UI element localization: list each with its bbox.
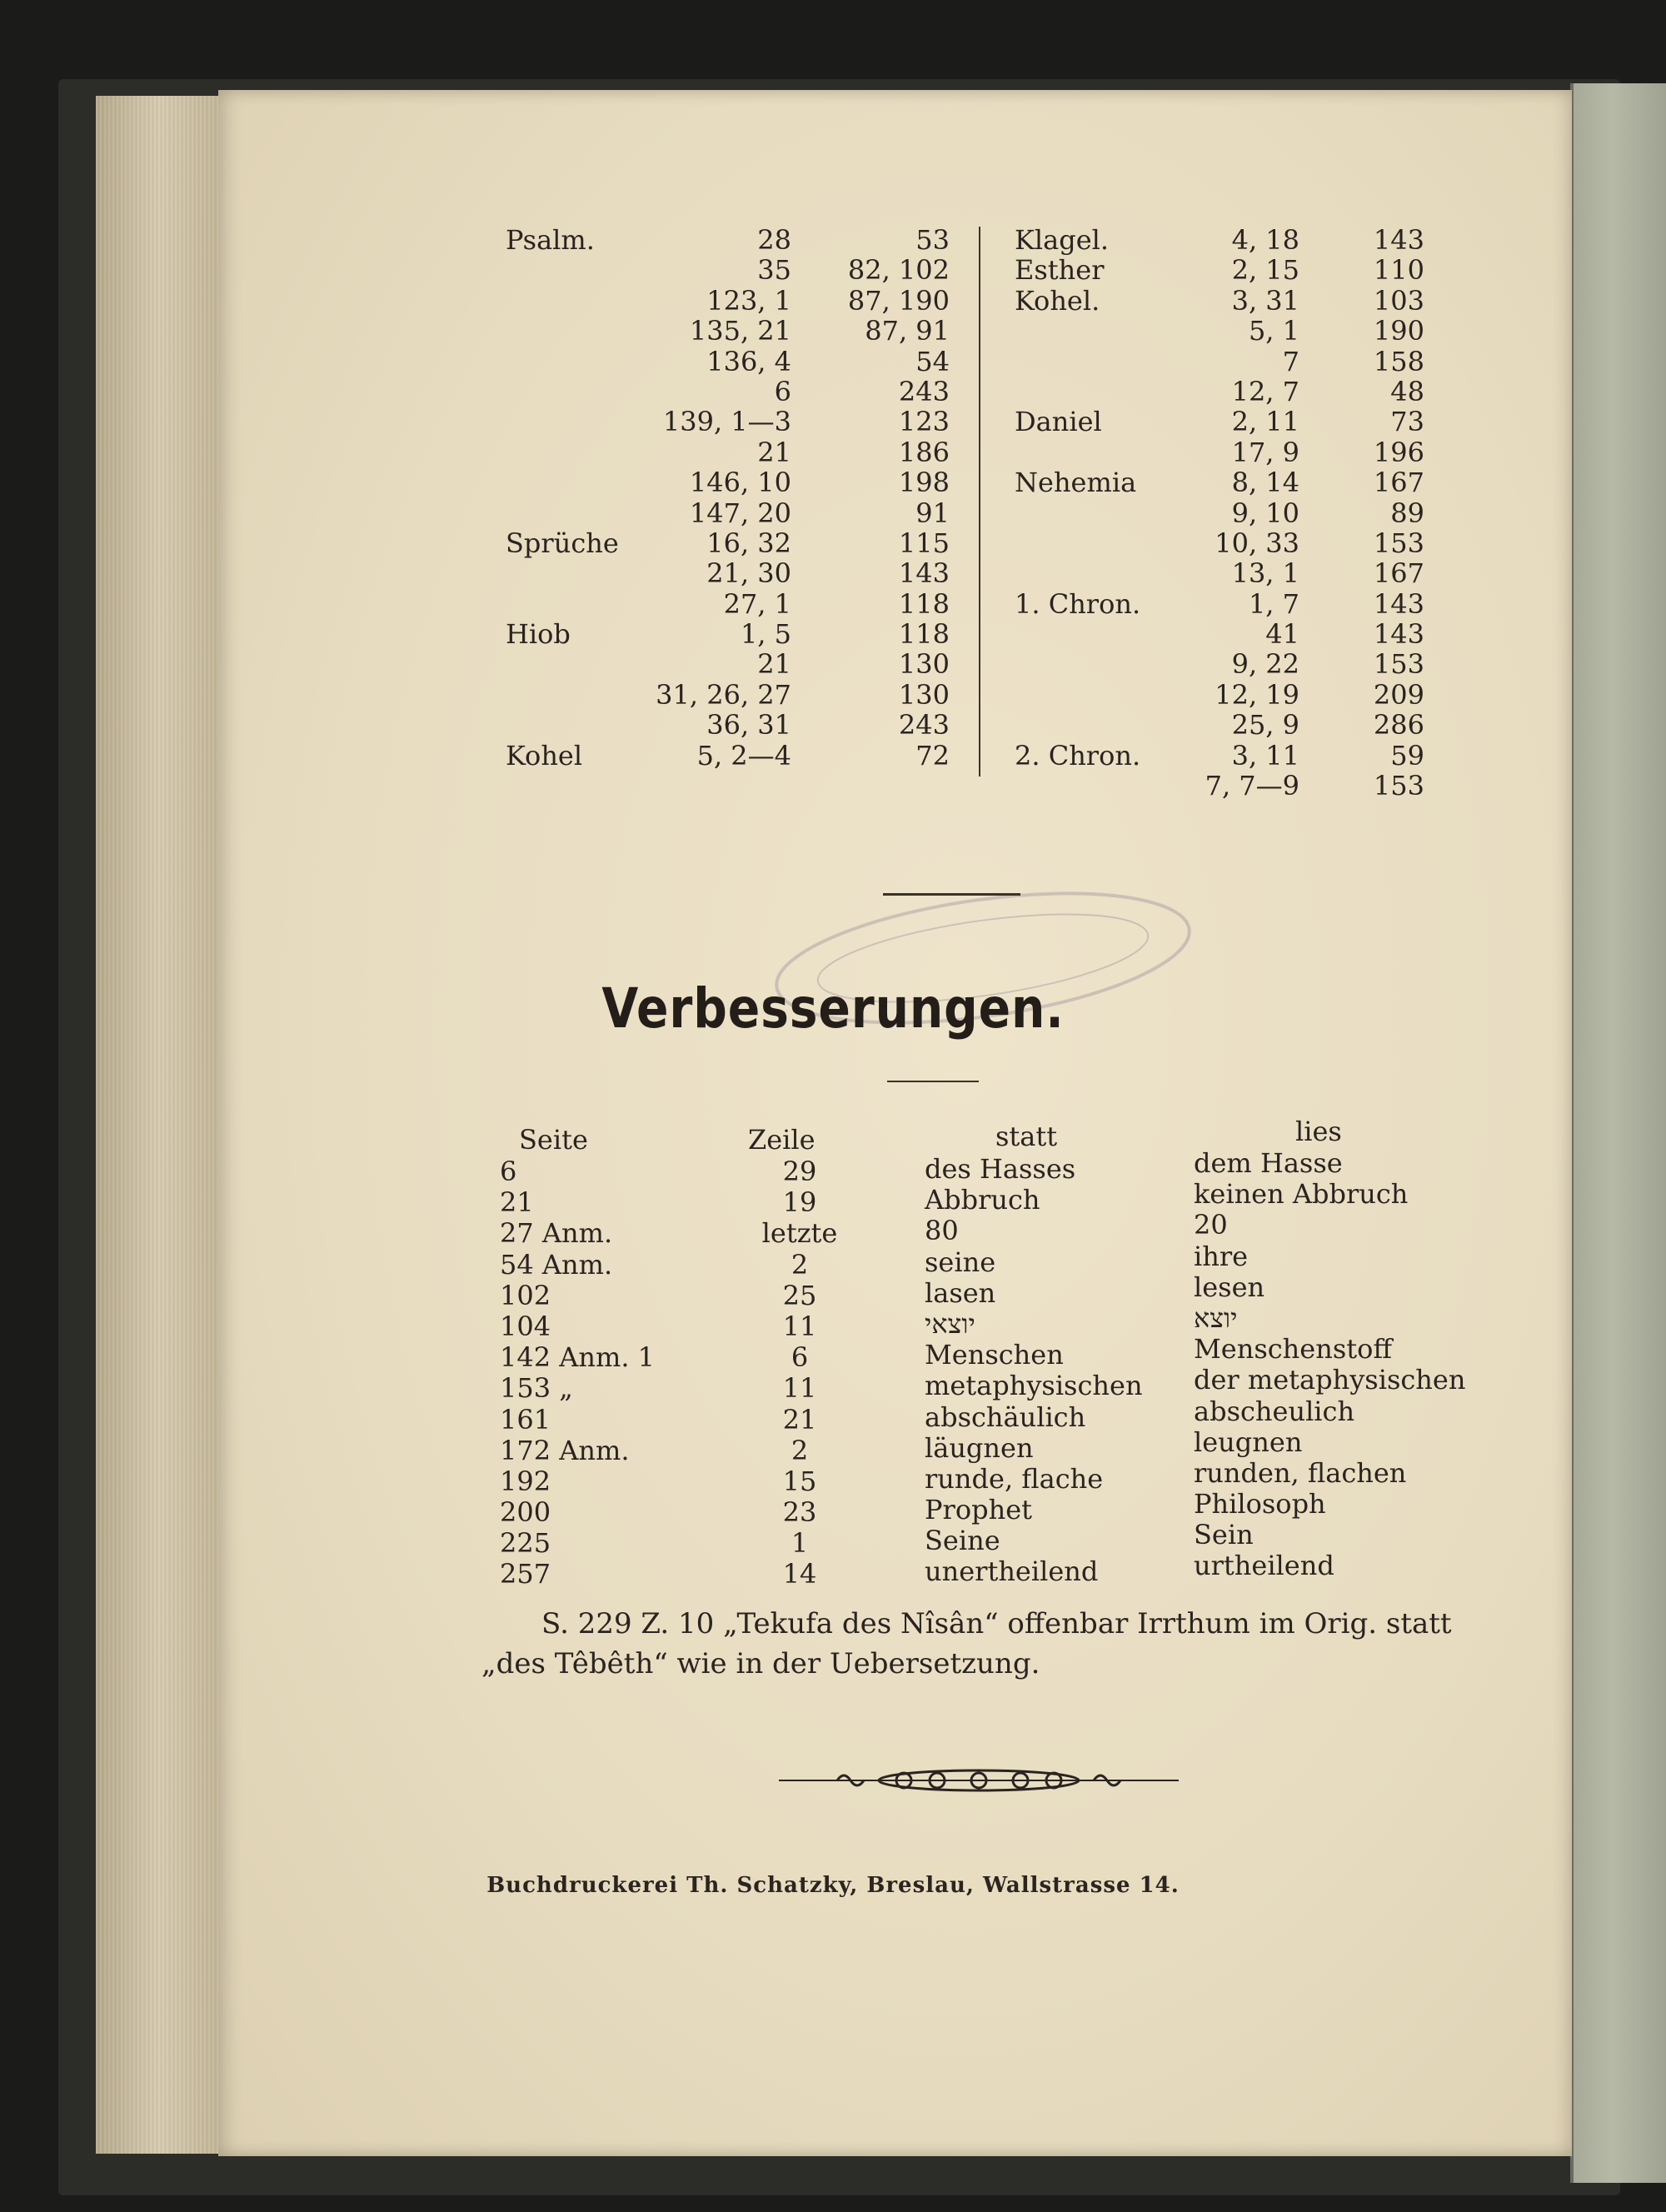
correction-page: 54 Anm.: [500, 1248, 613, 1281]
correction-line: 25: [782, 1279, 817, 1311]
correction-page: 142 Anm. 1: [500, 1341, 656, 1374]
index-verse: 146, 10: [689, 467, 791, 499]
correction-line: 21: [782, 1403, 817, 1436]
header-line: Zeile: [748, 1124, 816, 1156]
correction-right: urtheilend: [1194, 1550, 1334, 1582]
correction-page: 104: [500, 1310, 551, 1342]
correction-line: 15: [782, 1465, 817, 1497]
correction-page: 102: [500, 1279, 551, 1311]
index-book: Kohel.: [1015, 284, 1100, 317]
correction-note-line-2: „des Têbêth“ wie in der Uebersetzung.: [481, 1647, 1040, 1680]
index-verse: 5, 1: [1248, 315, 1299, 347]
index-page: 87, 190: [847, 284, 950, 317]
index-left-pages: [783, 225, 950, 771]
index-verse: 6: [774, 375, 791, 407]
correction-wrong: des Hasses: [925, 1153, 1076, 1185]
index-book: 2. Chron.: [1015, 739, 1141, 771]
index-page: 167: [1373, 557, 1424, 590]
index-page: 123: [898, 406, 950, 438]
correction-line: 11: [782, 1372, 817, 1405]
header-right: lies: [1295, 1116, 1342, 1147]
index-page: 198: [898, 467, 950, 499]
correction-page: 257: [500, 1558, 551, 1590]
correction-right: abscheulich: [1194, 1395, 1355, 1427]
index-book: Psalm.: [506, 224, 595, 256]
index-verse: 27, 1: [723, 587, 791, 620]
correction-wrong: seine: [925, 1246, 996, 1278]
index-verse: 7, 7—9: [1205, 770, 1299, 802]
corrections-lines: [716, 1156, 883, 1590]
correction-right: runden, flachen: [1194, 1456, 1407, 1489]
index-page: 82, 102: [847, 254, 950, 287]
index-book: Klagel.: [1015, 224, 1110, 256]
index-verse: 3, 31: [1231, 284, 1299, 317]
correction-line: 6: [791, 1341, 809, 1374]
index-page: 143: [1373, 224, 1424, 256]
index-page: 243: [898, 709, 950, 741]
correction-wrong: lasen: [925, 1276, 996, 1309]
index-page: 143: [898, 557, 950, 590]
correction-right: der metaphysischen: [1194, 1364, 1466, 1396]
index-page: 243: [898, 375, 950, 407]
index-verse: 13, 1: [1231, 557, 1299, 590]
correction-line: 1: [791, 1527, 809, 1560]
index-book: 1. Chron.: [1015, 587, 1141, 620]
header-wrong: statt: [995, 1121, 1058, 1152]
correction-line: 2: [791, 1248, 809, 1281]
index-verse: 5, 2—4: [696, 739, 791, 771]
correction-wrong: runde, flache: [925, 1462, 1104, 1495]
index-page: 110: [1373, 254, 1424, 287]
correction-wrong: Seine: [925, 1525, 1000, 1557]
index-verse: 36, 31: [706, 709, 791, 741]
page-fore-edge: [96, 96, 224, 2154]
correction-right: leugnen: [1194, 1426, 1303, 1458]
correction-page: 27 Anm.: [500, 1217, 613, 1250]
index-page: 115: [898, 527, 950, 559]
index-page: 59: [1390, 739, 1424, 771]
index-verse: 25, 9: [1231, 709, 1299, 741]
correction-page: 6: [500, 1156, 517, 1187]
rule-below-heading: [887, 1081, 979, 1082]
index-page: 190: [1373, 315, 1424, 347]
index-verse: 1, 5: [740, 618, 791, 651]
index-left-verses: [583, 225, 791, 771]
correction-wrong: יוצאי: [925, 1307, 975, 1340]
index-verse: 4, 18: [1231, 224, 1299, 256]
index-page: 153: [1373, 527, 1424, 559]
index-verse: 17, 9: [1231, 436, 1299, 468]
index-page: 186: [898, 436, 950, 468]
correction-right: keinen Abbruch: [1194, 1178, 1409, 1211]
index-verse: 136, 4: [706, 345, 791, 377]
index-page: 143: [1373, 587, 1424, 620]
correction-right: Menschenstoff: [1194, 1333, 1393, 1366]
index-verse: 139, 1—3: [662, 406, 791, 438]
correction-right: 20: [1194, 1209, 1228, 1241]
index-verse: 9, 22: [1231, 648, 1299, 681]
index-page: 89: [1390, 497, 1424, 529]
index-page: 143: [1373, 618, 1424, 651]
correction-wrong: 80: [925, 1215, 959, 1247]
index-verse: 2, 15: [1231, 254, 1299, 287]
rule-above-heading: [883, 893, 1020, 896]
index-verse: 21: [757, 648, 791, 681]
correction-line: 19: [782, 1186, 817, 1219]
correction-page: 172 Anm.: [500, 1434, 630, 1466]
header-page: Seite: [519, 1124, 588, 1156]
index-verse: 31, 26, 27: [656, 678, 791, 711]
correction-line: 2: [791, 1434, 809, 1466]
correction-wrong: metaphysischen: [925, 1370, 1143, 1402]
correction-page: 21: [500, 1186, 534, 1219]
corrections-heading: Verbesserungen.: [601, 976, 1065, 1041]
index-page: 87, 91: [865, 315, 950, 347]
index-verse: 147, 20: [689, 497, 791, 529]
index-page: 48: [1390, 375, 1424, 407]
index-verse: 16, 32: [706, 527, 791, 559]
index-book: Kohel: [506, 739, 583, 771]
correction-right: ihre: [1194, 1240, 1249, 1272]
index-page: 53: [915, 224, 950, 256]
correction-line: 11: [782, 1310, 817, 1342]
corrections-pages: [500, 1156, 716, 1590]
correction-right: יוצא: [1194, 1301, 1238, 1334]
correction-line: 29: [782, 1156, 817, 1187]
column-divider: [979, 227, 980, 776]
index-page: 153: [1373, 770, 1424, 802]
index-book: Nehemia: [1015, 467, 1137, 499]
index-page: 158: [1373, 345, 1424, 377]
index-verse: 1, 7: [1248, 587, 1299, 620]
index-book: Esther: [1015, 254, 1105, 287]
correction-wrong: Menschen: [925, 1339, 1064, 1371]
correction-line: 23: [782, 1496, 817, 1529]
index-page: 286: [1373, 709, 1424, 741]
index-page: 130: [898, 678, 950, 711]
correction-line: letzte: [761, 1217, 838, 1250]
index-verse: 3, 11: [1231, 739, 1299, 771]
index-verse: 21, 30: [706, 557, 791, 590]
correction-page: 225: [500, 1527, 551, 1560]
index-verse: 41: [1265, 618, 1299, 651]
index-page: 103: [1373, 284, 1424, 317]
index-page: 73: [1390, 406, 1424, 438]
index-verse: 21: [757, 436, 791, 468]
correction-note-line-1: S. 229 Z. 10 „Tekufa des Nîsân“ offenbar Irrthum im Orig. statt: [541, 1607, 1452, 1640]
correction-note: [481, 1604, 1491, 1684]
index-right-pages: [1258, 225, 1424, 801]
index-verse: 123, 1: [706, 284, 791, 317]
printer-imprint: Buchdruckerei Th. Schatzky, Breslau, Wallstrasse 14.: [486, 1873, 1180, 1898]
index-verse: 135, 21: [689, 315, 791, 347]
correction-right: lesen: [1194, 1271, 1265, 1303]
correction-wrong: Abbruch: [925, 1184, 1040, 1216]
index-verse: 9, 10: [1231, 497, 1299, 529]
correction-page: 192: [500, 1465, 551, 1497]
index-page: 72: [915, 739, 950, 771]
correction-wrong: abschäulich: [925, 1401, 1086, 1433]
correction-wrong: läugnen: [925, 1431, 1034, 1464]
index-verse: 35: [757, 254, 791, 287]
index-page: 91: [915, 497, 950, 529]
index-verse: 12, 19: [1215, 678, 1299, 711]
corrections-right: [1194, 1147, 1527, 1582]
index-page: 209: [1373, 678, 1424, 711]
correction-wrong: unertheilend: [925, 1555, 1099, 1588]
book-cover-board: [1570, 83, 1666, 2183]
index-verse: 10, 33: [1215, 527, 1299, 559]
index-verse: 12, 7: [1231, 375, 1299, 407]
index-verse: 7: [1282, 345, 1299, 377]
index-page: 118: [898, 587, 950, 620]
index-page: 54: [915, 345, 950, 377]
index-page: 118: [898, 618, 950, 651]
index-book: Sprüche: [506, 527, 619, 559]
correction-wrong: Prophet: [925, 1494, 1032, 1526]
correction-page: 153 „: [500, 1372, 573, 1405]
index-page: 130: [898, 648, 950, 681]
correction-line: 14: [782, 1558, 817, 1590]
index-page: 196: [1373, 436, 1424, 468]
index-page: 153: [1373, 648, 1424, 681]
correction-right: dem Hasse: [1194, 1147, 1343, 1179]
index-verse: 2, 11: [1231, 406, 1299, 438]
correction-page: 200: [500, 1496, 551, 1529]
correction-right: Sein: [1194, 1519, 1254, 1551]
ornament-divider-icon: [779, 1762, 1179, 1799]
index-book: Hiob: [506, 618, 571, 651]
index-page: 167: [1373, 467, 1424, 499]
correction-page: 161: [500, 1403, 551, 1436]
correction-right: Philosoph: [1194, 1488, 1326, 1520]
index-book: Daniel: [1015, 406, 1102, 438]
index-verse: 8, 14: [1231, 467, 1299, 499]
index-verse: 28: [757, 224, 791, 256]
